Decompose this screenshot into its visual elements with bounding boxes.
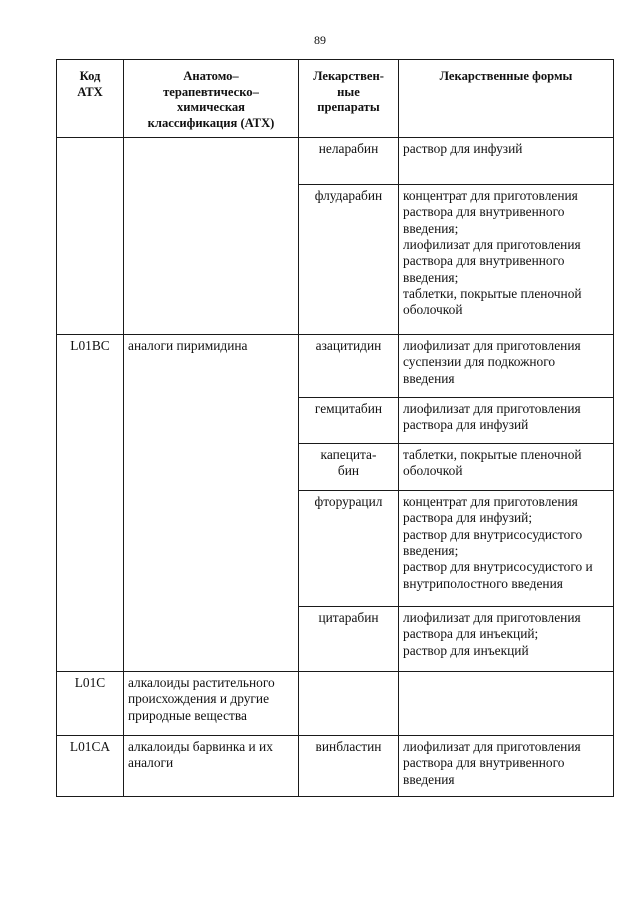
code-cell: L01C [57,672,124,736]
form-line: лиофилизат для приготовления раствора для инфузий [403,401,581,433]
form-line: концентрат для приготовления раствора для инфузий; [403,494,578,526]
forms-cell [399,138,614,185]
forms-cell [399,672,614,736]
header-classification-line: классификация (АТХ) [147,116,275,131]
header-classification-line: Анатомо– [183,69,239,83]
code-cell [57,185,124,335]
forms-cell [399,607,614,672]
header-classification-line: химическая [177,100,245,115]
header-drugs-line: препараты [317,100,380,115]
form-line: раствор для внутрисосудистого и внутриполостного введения [403,559,593,591]
classification-cell [124,444,299,491]
table-row [57,607,614,672]
table-row [57,444,614,491]
drug-cell: винбластин [299,736,399,797]
form-line: раствор для инъекций [403,642,529,658]
classification-cell: алкалоиды растительного происхождения и другие природные вещества [124,672,299,736]
drug-cell [299,444,399,491]
form-line: раствор для внутрисосудистого введения; [403,526,583,559]
header-code-line: АТХ [77,84,103,99]
atc-drug-table [56,59,614,797]
header-classification-line: терапевтическо– [163,84,259,99]
header-classification [124,60,299,138]
classification-cell: алкалоиды барвинка и их аналоги [124,736,299,797]
header-drugs-line: ные [337,84,360,99]
form-line: таблетки, покрытые пленочной оболочкой [403,286,582,318]
header-drugs-line: Лекарствен- [313,69,384,83]
code-cell [57,607,124,672]
code-cell [57,398,124,444]
forms-cell [399,335,614,398]
forms-cell [399,491,614,607]
header-forms: Лекарственные формы [399,60,614,138]
forms-cell [399,185,614,335]
drug-cell: цитарабин [299,607,399,672]
drug-cell: неларабин [299,138,399,185]
code-cell [57,491,124,607]
drug-cell: азацитидин [299,335,399,398]
table-row [57,491,614,607]
code-cell [57,444,124,491]
form-line: концентрат для приготовления раствора для внутривенного введения; [403,188,578,236]
page-number: 89 [314,33,326,47]
drug-cell: фторурацил [299,491,399,607]
table-row [57,736,614,797]
forms-cell [399,444,614,491]
code-cell [57,138,124,185]
classification-cell: аналоги пиримидина [124,335,299,398]
code-cell: L01BC [57,335,124,398]
classification-cell [124,138,299,185]
table-row [57,398,614,444]
classification-cell [124,185,299,335]
classification-cell [124,607,299,672]
classification-cell [124,398,299,444]
drug-cell [299,672,399,736]
drug-line: бин [337,463,360,479]
form-line: лиофилизат для приготовления суспензии для подкожного введения [403,338,581,386]
table-row [57,672,614,736]
drug-line: капецита- [320,447,377,462]
header-code [57,60,124,138]
drug-cell: флударабин [299,185,399,335]
form-line: лиофилизат для приготовления раствора для внутривенного введения [403,739,581,787]
form-line: лиофилизат для приготовления раствора для внутривенного введения; [403,237,581,285]
form-line: раствор для инфузий [403,141,523,156]
forms-cell [399,398,614,444]
forms-cell [399,736,614,797]
form-line: лиофилизат для приготовления раствора для инъекций; [403,610,581,642]
classification-cell [124,491,299,607]
form-line: таблетки, покрытые пленочной оболочкой [403,447,582,479]
code-cell: L01CA [57,736,124,797]
header-code-line: Код [79,69,101,83]
header-drugs [299,60,399,138]
table-row [57,138,614,185]
table-row [57,335,614,398]
table-header-row [57,60,614,138]
table-row [57,185,614,335]
drug-cell: гемцитабин [299,398,399,444]
